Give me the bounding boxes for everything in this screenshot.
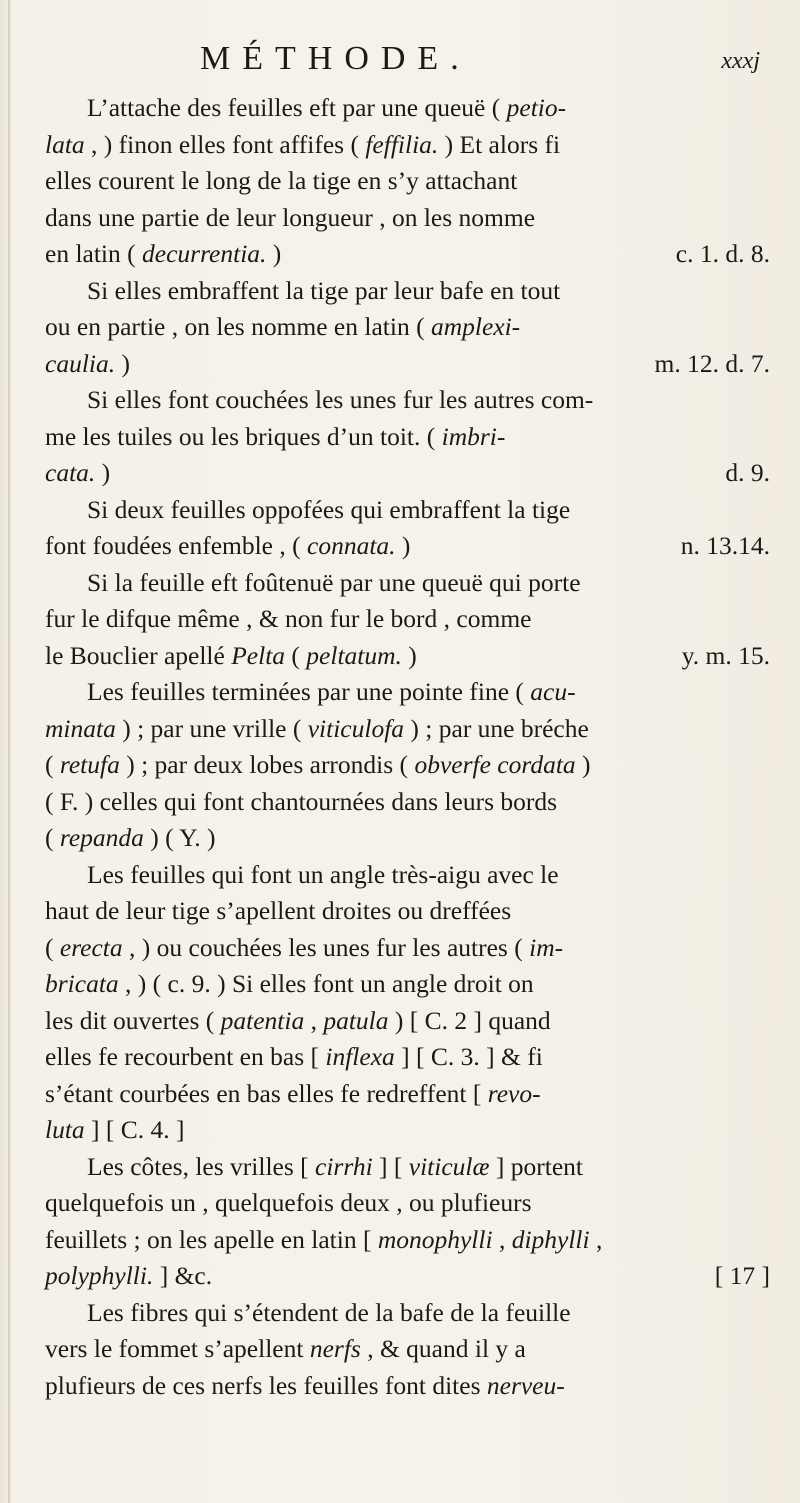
text-segment: ( F. ) celles qui font chantournées dans leurs bords <box>45 786 558 816</box>
text-segment: , ) ( c. 9. ) Si elles font un angle droit on <box>118 969 534 998</box>
text-line <box>45 455 770 492</box>
latin-term: caulia. <box>45 348 116 378</box>
latin-term: amplexi- <box>430 312 521 341</box>
text-segment: ] [ C. 3. ] & fi <box>394 1042 543 1071</box>
text-segment: ) <box>575 750 591 779</box>
line-text <box>45 1225 602 1254</box>
text-segment: s’étant courbées en bas elles fe redreffent [ <box>45 1078 488 1108</box>
figure-reference: n. 13.14. <box>680 531 770 560</box>
text-line <box>45 1076 770 1113</box>
text-line <box>45 528 770 565</box>
text-segment: Les feuilles qui font un angle très-aigu avec le <box>87 859 559 889</box>
line-text <box>87 568 581 597</box>
latin-term: imbri- <box>441 421 506 451</box>
latin-term: erecta <box>59 932 123 962</box>
line-text <box>45 896 511 925</box>
figure-reference: m. 12. d. 7. <box>654 348 770 378</box>
latin-term: feffilia. <box>365 129 439 159</box>
text-line <box>45 492 770 529</box>
text-line <box>45 1331 770 1368</box>
text-line <box>45 382 770 419</box>
text-line <box>45 930 770 967</box>
text-segment: haut de leur tige s’apellent droites ou dreffées <box>45 896 512 925</box>
line-text <box>45 1188 532 1217</box>
text-line <box>45 857 770 894</box>
text-line <box>45 1295 770 1332</box>
figure-reference: d. 9. <box>725 458 770 487</box>
text-line <box>45 90 770 127</box>
line-text <box>45 130 560 159</box>
latin-term: patentia <box>220 1005 305 1035</box>
line-text <box>45 1258 212 1295</box>
line-text <box>87 93 566 122</box>
text-segment: elles courent le long de la tige en s’y attachant <box>45 166 518 195</box>
text-segment: Les côtes, les vrilles [ <box>87 1151 316 1181</box>
line-text <box>45 1079 541 1108</box>
text-line <box>45 1039 770 1076</box>
text-segment: plufieurs de ces nerfs les feuilles font dites <box>45 1370 487 1400</box>
line-text <box>45 1042 543 1071</box>
text-segment: dans une partie de leur longueur , on les nomme <box>45 202 536 232</box>
text-line <box>45 784 770 821</box>
text-line <box>45 1112 770 1149</box>
text-segment: ] &c. <box>153 1261 213 1290</box>
text-line <box>45 601 770 638</box>
text-line <box>45 638 770 675</box>
text-segment: le Bouclier apellé <box>45 640 232 670</box>
text-segment: ) <box>401 640 417 670</box>
text-segment: Les feuilles terminées par une pointe fine ( <box>87 677 531 706</box>
text-segment: fur le difque même , & non fur le bord , comme <box>45 604 532 633</box>
text-segment: Si elles font couchées les unes fur les autres com- <box>87 385 594 414</box>
text-segment: Si la feuille eft foûtenuë par une queuë qui porte <box>87 567 581 597</box>
line-text <box>45 823 215 852</box>
latin-term: cata. <box>45 458 96 487</box>
line-text <box>45 750 591 779</box>
text-segment: ) ; par une vrille ( <box>115 713 308 743</box>
text-segment: ] portent <box>489 1151 583 1181</box>
latin-term: viticulofa <box>307 713 405 743</box>
text-line <box>45 893 770 930</box>
latin-term: retufa <box>59 750 120 779</box>
latin-term: decurrentia. <box>142 239 267 268</box>
text-line <box>45 711 770 748</box>
text-line <box>45 1185 770 1222</box>
text-segment: ] [ C. 4. ] <box>84 1115 185 1144</box>
line-text <box>87 385 593 414</box>
text-segment: en latin ( <box>45 239 143 268</box>
latin-term: polyphylli. <box>45 1261 154 1290</box>
text-segment: Les fibres qui s’étendent de la bafe de la feuille <box>87 1297 571 1327</box>
text-segment: ( <box>285 640 307 670</box>
text-line <box>45 747 770 784</box>
line-text <box>87 677 576 706</box>
text-line <box>45 419 770 456</box>
text-segment: ) <box>395 531 411 560</box>
text-segment: me les tuiles ou les briques d’un toit. ( <box>45 421 442 451</box>
latin-term: viticulæ <box>408 1151 490 1181</box>
text-segment: ) ; par deux lobes arrondis ( <box>119 750 415 779</box>
latin-term: obverfe cordata <box>414 750 576 779</box>
line-text <box>45 166 517 195</box>
line-text <box>87 860 559 889</box>
line-text <box>87 1298 571 1327</box>
latin-term: diphylli <box>511 1224 590 1254</box>
latin-term: Pelta <box>231 640 286 670</box>
text-segment: ) <box>95 458 111 487</box>
latin-term: nerfs <box>309 1334 361 1363</box>
text-line <box>45 1368 770 1405</box>
figure-reference: c. 1. d. 8. <box>675 239 770 268</box>
figure-reference: [ 17 ] <box>714 1261 770 1290</box>
latin-term: bricata <box>45 969 119 998</box>
text-line <box>45 346 770 383</box>
latin-term: connata. <box>307 531 396 560</box>
text-segment: vers le fommet s’apellent <box>45 1334 310 1363</box>
line-text <box>87 1152 583 1181</box>
text-line <box>45 200 770 237</box>
line-text <box>45 236 281 273</box>
latin-term: monophylli <box>377 1224 493 1254</box>
line-text <box>45 455 110 492</box>
text-line <box>45 565 770 602</box>
text-segment: Si elles embraffent la tige par leur bafe en tout <box>87 275 561 305</box>
text-segment: , <box>304 1005 324 1035</box>
text-line <box>45 309 770 346</box>
text-line <box>45 674 770 711</box>
running-header <box>200 40 760 80</box>
text-line <box>45 273 770 310</box>
text-line <box>45 1149 770 1186</box>
latin-term: im- <box>529 932 564 962</box>
line-text <box>45 1334 526 1363</box>
line-text <box>45 1115 185 1144</box>
line-text <box>45 969 534 998</box>
line-text <box>45 422 505 451</box>
text-segment: elles fe recourbent en bas [ <box>45 1042 326 1071</box>
text-segment: , ) finon elles font affifes ( <box>84 129 366 159</box>
text-segment: ( <box>45 823 60 852</box>
line-text <box>45 933 563 962</box>
text-segment: ( <box>45 932 60 962</box>
text-segment: ) [ C. 2 ] quand <box>388 1005 551 1035</box>
line-text <box>45 346 130 383</box>
text-segment: ou en partie , on les nomme en latin ( <box>45 312 431 341</box>
page-number: xxxj <box>721 48 760 74</box>
text-segment: ) <box>115 348 130 378</box>
text-segment: ] [ <box>372 1151 409 1181</box>
text-segment: ) <box>266 239 282 268</box>
text-line <box>45 966 770 1003</box>
text-segment: ) ( Y. ) <box>143 823 216 852</box>
text-segment: ( <box>45 750 60 779</box>
latin-term: luta <box>45 1115 85 1144</box>
text-line <box>45 1258 770 1295</box>
line-text <box>45 787 557 816</box>
line-text <box>45 638 417 675</box>
latin-term: lata <box>45 129 85 159</box>
text-line <box>45 236 770 273</box>
line-text <box>45 714 589 743</box>
line-text <box>87 495 570 524</box>
latin-term: repanda <box>59 823 144 852</box>
text-segment: feuillets ; on les apelle en latin [ <box>45 1224 378 1254</box>
latin-term: inflexa <box>325 1042 395 1071</box>
latin-term: petio- <box>506 93 567 122</box>
text-line <box>45 127 770 164</box>
latin-term: nerveu- <box>486 1370 565 1400</box>
text-segment: font foudées enfemble , ( <box>45 531 307 560</box>
text-segment: , ) ou couchées les unes fur les autres ( <box>122 932 530 962</box>
latin-term: patula <box>323 1005 389 1035</box>
latin-term: peltatum. <box>306 640 402 670</box>
latin-term: revo- <box>487 1078 541 1108</box>
text-line <box>45 1222 770 1259</box>
text-segment: , <box>589 1224 603 1254</box>
text-segment: ) ; par une bréche <box>404 713 589 743</box>
text-segment: ) Et alors fi <box>438 129 561 159</box>
text-line <box>45 163 770 200</box>
text-segment: les dit ouvertes ( <box>45 1005 221 1035</box>
latin-term: cirrhi <box>315 1151 373 1181</box>
text-line <box>45 820 770 857</box>
text-segment: Si deux feuilles oppofées qui embraffent la tige <box>87 494 571 524</box>
line-text <box>45 528 410 565</box>
text-line <box>45 1003 770 1040</box>
page-gutter <box>8 0 10 1503</box>
latin-term: acu- <box>530 677 576 706</box>
figure-reference: y. m. 15. <box>681 640 770 670</box>
line-text <box>45 203 535 232</box>
text-segment: quelquefois un , quelquefois deux , ou plufieurs <box>45 1188 532 1217</box>
latin-term: minata <box>45 713 116 743</box>
running-title: MÉTHODE. <box>200 40 471 77</box>
text-segment: L’attache des feuilles eft par une queuë ( <box>87 93 507 122</box>
line-text <box>45 604 531 633</box>
body-text <box>45 90 770 1404</box>
line-text <box>45 1006 551 1035</box>
text-segment: , <box>492 1224 512 1254</box>
text-segment: , & quand il y a <box>360 1334 526 1363</box>
line-text <box>45 1371 565 1400</box>
line-text <box>45 312 520 341</box>
line-text <box>87 276 560 305</box>
